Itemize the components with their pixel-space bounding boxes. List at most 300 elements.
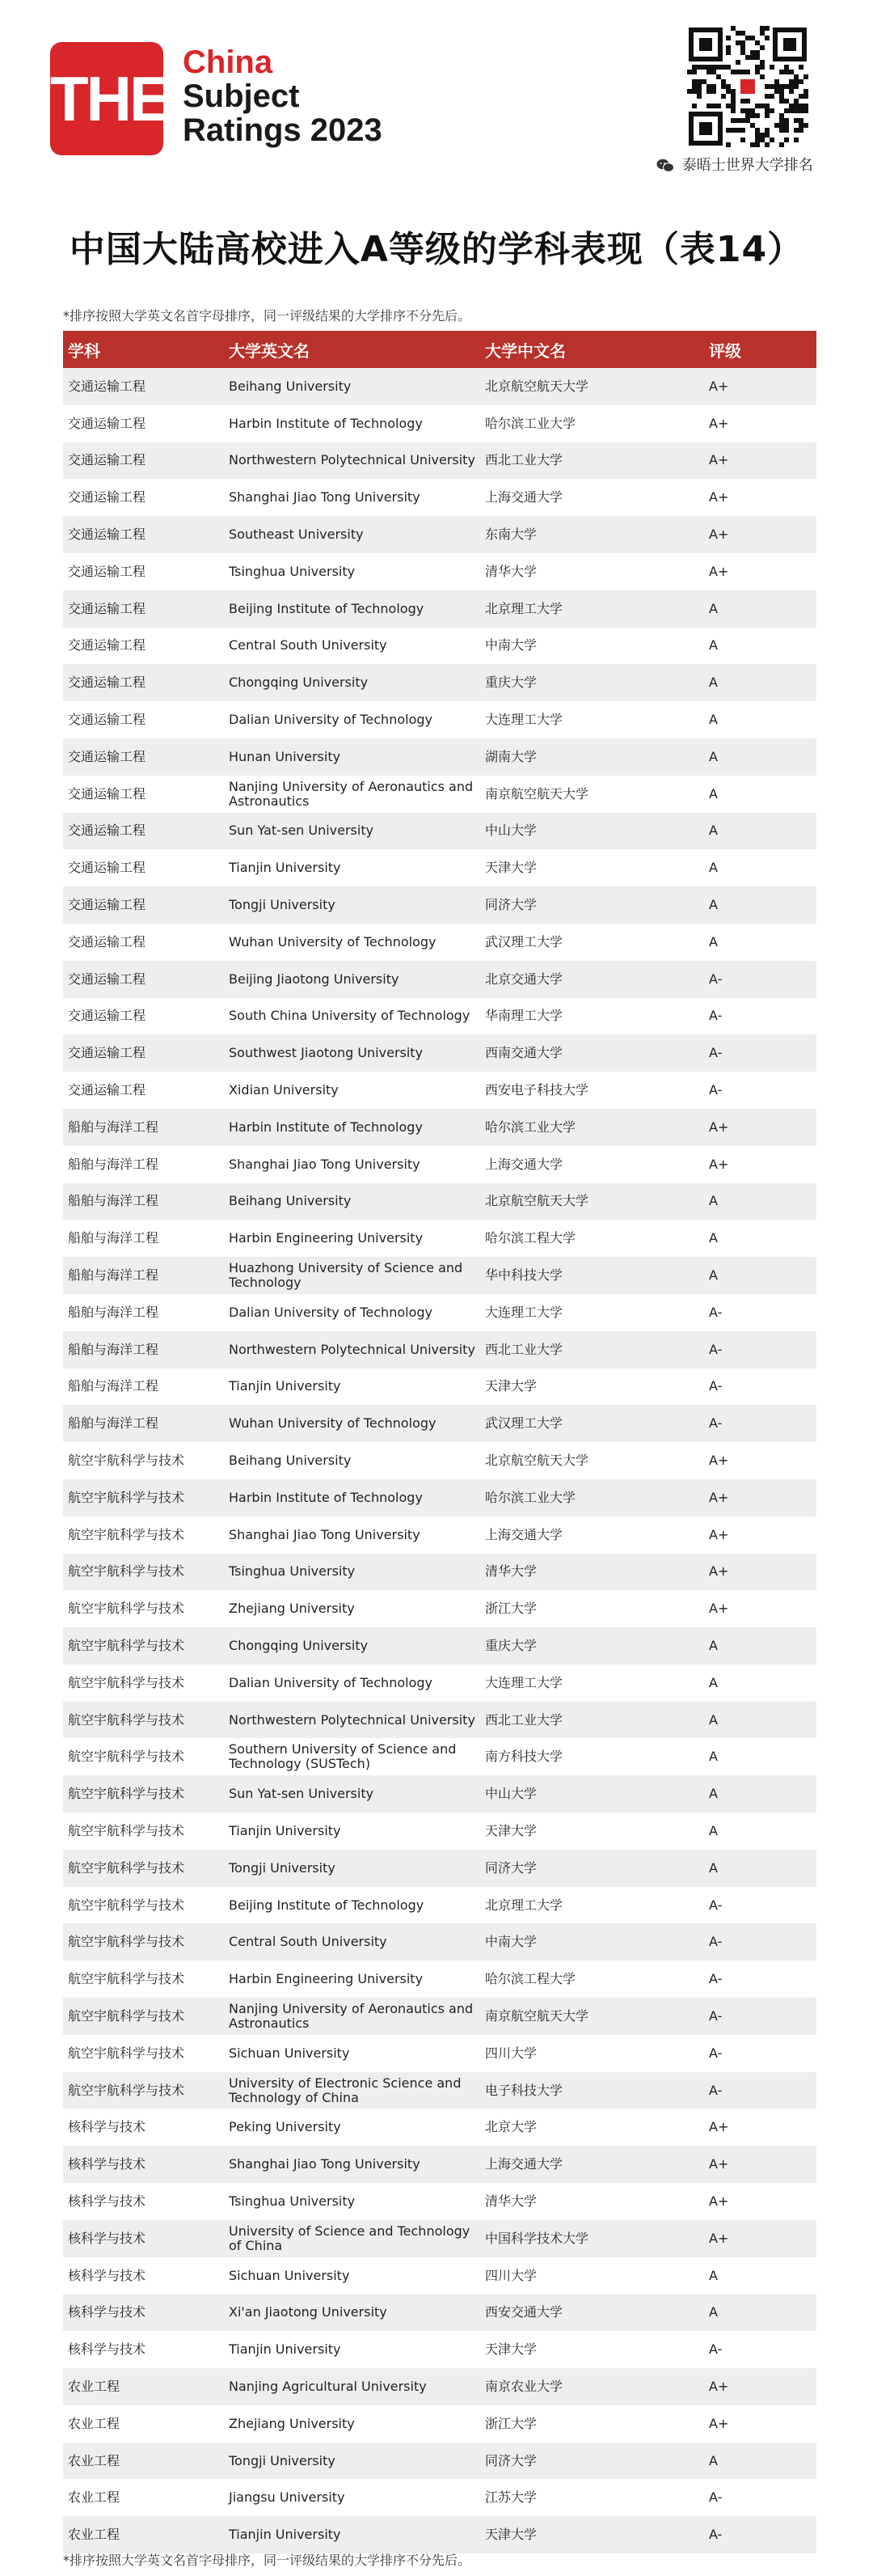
chinese-name-cell: 天津大学 [480, 2516, 704, 2553]
table-row [63, 2479, 816, 2516]
chinese-name-cell: 北京理工大学 [480, 1887, 704, 1924]
table-row [63, 924, 816, 961]
subject-cell: 船舶与海洋工程 [63, 1183, 224, 1220]
subject-cell: 核科学与技术 [63, 2183, 224, 2220]
english-name-cell: Dalian University of Technology [224, 1294, 480, 1331]
english-name-cell: Harbin Institute of Technology [224, 1479, 480, 1516]
ratings-table [63, 331, 816, 2553]
subject-cell: 交通运输工程 [63, 961, 224, 998]
english-name-cell: Harbin Engineering University [224, 1220, 480, 1257]
sort-note-top: *排序按照大学英文名首字母排序，同一评级结果的大学排序不分先后。 [63, 308, 471, 324]
table-row [63, 1850, 816, 1887]
chinese-name-cell: 上海交通大学 [480, 1146, 704, 1183]
table-row [63, 1702, 816, 1739]
rating-cell: A [704, 776, 816, 813]
english-name-cell: Wuhan University of Technology [224, 924, 480, 961]
rating-cell: A [704, 924, 816, 961]
subject-cell: 交通运输工程 [63, 738, 224, 776]
english-name-cell: Sichuan University [224, 2035, 480, 2072]
rating-cell: A [704, 1183, 816, 1220]
table-row [63, 2294, 816, 2331]
chinese-name-cell: 清华大学 [480, 553, 704, 590]
rating-cell: A+ [704, 1479, 816, 1516]
chinese-name-cell: 南京农业大学 [480, 2368, 704, 2405]
english-name-cell: Harbin Institute of Technology [224, 405, 480, 442]
english-name-cell: Southwest Jiaotong University [224, 1034, 480, 1072]
chinese-name-cell: 浙江大学 [480, 1590, 704, 1627]
rating-cell: A- [704, 2479, 816, 2516]
subject-cell: 航空宇航科学与技术 [63, 1850, 224, 1887]
rating-cell: A+ [704, 2368, 816, 2405]
chinese-name-cell: 华南理工大学 [480, 998, 704, 1035]
chinese-name-cell: 北京理工大学 [480, 590, 704, 628]
subject-cell: 农业工程 [63, 2479, 224, 2516]
rating-cell: A [704, 701, 816, 738]
table-row [63, 2035, 816, 2072]
table-row [63, 1516, 816, 1554]
subject-cell: 核科学与技术 [63, 2294, 224, 2331]
chinese-name-cell: 四川大学 [480, 2035, 704, 2072]
english-name-cell: Wuhan University of Technology [224, 1405, 480, 1442]
subject-cell: 交通运输工程 [63, 628, 224, 665]
table-row [63, 1146, 816, 1183]
table-row [63, 2405, 816, 2443]
subject-cell: 农业工程 [63, 2516, 224, 2553]
english-name-cell: Tongji University [224, 886, 480, 924]
chinese-name-cell: 大连理工大学 [480, 1294, 704, 1331]
table-row [63, 1961, 816, 1998]
chinese-name-cell: 西北工业大学 [480, 1331, 704, 1368]
chinese-name-cell: 武汉理工大学 [480, 1405, 704, 1442]
english-name-cell: Harbin Institute of Technology [224, 1109, 480, 1146]
rating-cell: A+ [704, 2405, 816, 2443]
subject-cell: 核科学与技术 [63, 2109, 224, 2146]
subject-cell: 交通运输工程 [63, 924, 224, 961]
subject-cell: 交通运输工程 [63, 701, 224, 738]
chinese-name-cell: 南京航空航天大学 [480, 776, 704, 813]
table-row [63, 590, 816, 628]
rating-cell: A+ [704, 368, 816, 405]
subject-cell: 交通运输工程 [63, 368, 224, 405]
table-row [63, 1257, 816, 1294]
table-row [63, 1887, 816, 1924]
english-name-cell: University of Electronic Science and Technology of China [224, 2072, 480, 2109]
subject-cell: 交通运输工程 [63, 590, 224, 628]
subject-cell: 交通运输工程 [63, 886, 224, 924]
table-row [63, 1775, 816, 1813]
subject-cell: 农业工程 [63, 2405, 224, 2443]
rating-cell: A- [704, 1331, 816, 1368]
rating-cell: A [704, 1813, 816, 1850]
english-name-cell: Central South University [224, 628, 480, 665]
rating-cell: A [704, 1220, 816, 1257]
subject-cell: 交通运输工程 [63, 664, 224, 701]
subject-cell: 航空宇航科学与技术 [63, 1516, 224, 1554]
rating-cell: A- [704, 1072, 816, 1109]
english-name-cell: Beijing Institute of Technology [224, 590, 480, 628]
subject-cell: 交通运输工程 [63, 516, 224, 553]
english-name-cell: Hunan University [224, 738, 480, 776]
english-name-cell: Tianjin University [224, 849, 480, 886]
rating-cell: A [704, 664, 816, 701]
subject-cell: 农业工程 [63, 2368, 224, 2405]
chinese-name-cell: 同济大学 [480, 2443, 704, 2480]
english-name-cell: Tianjin University [224, 1368, 480, 1406]
subject-cell: 交通运输工程 [63, 998, 224, 1035]
rating-cell: A [704, 1702, 816, 1739]
rating-cell: A- [704, 1368, 816, 1406]
chinese-name-cell: 哈尔滨工业大学 [480, 1479, 704, 1516]
english-name-cell: Xi'an Jiaotong University [224, 2294, 480, 2331]
rating-cell: A [704, 628, 816, 665]
english-name-cell: Nanjing University of Aeronautics and Astronautics [224, 1998, 480, 2035]
chinese-name-cell: 上海交通大学 [480, 1516, 704, 1554]
table-row [63, 886, 816, 924]
header-subject: 学科 [63, 331, 224, 368]
chinese-name-cell: 哈尔滨工业大学 [480, 405, 704, 442]
english-name-cell: Huazhong University of Science and Technology [224, 1257, 480, 1294]
chinese-name-cell: 中南大学 [480, 628, 704, 665]
chinese-name-cell: 北京大学 [480, 2109, 704, 2146]
table-row [63, 1442, 816, 1479]
chinese-name-cell: 中国科学技术大学 [480, 2220, 704, 2257]
subject-cell: 船舶与海洋工程 [63, 1146, 224, 1183]
brand-title [183, 45, 382, 147]
chinese-name-cell: 西安交通大学 [480, 2294, 704, 2331]
rating-cell: A [704, 1775, 816, 1813]
chinese-name-cell: 北京航空航天大学 [480, 1183, 704, 1220]
english-name-cell: Beihang University [224, 1183, 480, 1220]
rating-cell: A+ [704, 1516, 816, 1554]
english-name-cell: Sun Yat-sen University [224, 813, 480, 850]
table-row [63, 2443, 816, 2480]
chinese-name-cell: 天津大学 [480, 1368, 704, 1406]
chinese-name-cell: 上海交通大学 [480, 479, 704, 516]
chinese-name-cell: 哈尔滨工业大学 [480, 1109, 704, 1146]
english-name-cell: Zhejiang University [224, 1590, 480, 1627]
subject-cell: 航空宇航科学与技术 [63, 1554, 224, 1591]
rating-cell: A+ [704, 1554, 816, 1591]
chinese-name-cell: 浙江大学 [480, 2405, 704, 2443]
rating-cell: A+ [704, 2109, 816, 2146]
rating-cell: A- [704, 998, 816, 1035]
table-row [63, 776, 816, 813]
table-row [63, 2368, 816, 2405]
rating-cell: A [704, 2257, 816, 2295]
subject-cell: 交通运输工程 [63, 849, 224, 886]
english-name-cell: Beihang University [224, 1442, 480, 1479]
rating-cell: A [704, 1627, 816, 1664]
subject-cell: 核科学与技术 [63, 2257, 224, 2295]
rating-cell: A [704, 1850, 816, 1887]
rating-cell: A+ [704, 2183, 816, 2220]
english-name-cell: Sichuan University [224, 2257, 480, 2295]
rating-cell: A+ [704, 442, 816, 480]
chinese-name-cell: 北京交通大学 [480, 961, 704, 998]
english-name-cell: Jiangsu University [224, 2479, 480, 2516]
chinese-name-cell: 电子科技大学 [480, 2072, 704, 2109]
subject-cell: 交通运输工程 [63, 405, 224, 442]
table-row [63, 1479, 816, 1516]
subject-cell: 航空宇航科学与技术 [63, 1775, 224, 1813]
table-row [63, 701, 816, 738]
table-row [63, 1923, 816, 1961]
table-row [63, 738, 816, 776]
chinese-name-cell: 天津大学 [480, 1813, 704, 1850]
table-row [63, 1664, 816, 1702]
header-chinese-name: 大学中文名 [480, 331, 704, 368]
ratings-table-container [63, 331, 816, 2553]
subject-cell: 航空宇航科学与技术 [63, 1961, 224, 1998]
english-name-cell: Dalian University of Technology [224, 1664, 480, 1702]
table-row [63, 1109, 816, 1146]
english-name-cell: Southeast University [224, 516, 480, 553]
rating-cell: A- [704, 1887, 816, 1924]
rating-cell: A+ [704, 516, 816, 553]
rating-cell: A+ [704, 479, 816, 516]
english-name-cell: Harbin Engineering University [224, 1961, 480, 1998]
table-row [63, 1813, 816, 1850]
table-row [63, 664, 816, 701]
table-row [63, 1294, 816, 1331]
table-row [63, 553, 816, 590]
rating-cell: A+ [704, 1590, 816, 1627]
subject-cell: 船舶与海洋工程 [63, 1109, 224, 1146]
table-row [63, 1220, 816, 1257]
subject-cell: 航空宇航科学与技术 [63, 1590, 224, 1627]
english-name-cell: Chongqing University [224, 664, 480, 701]
english-name-cell: Tianjin University [224, 1813, 480, 1850]
rating-cell: A+ [704, 1109, 816, 1146]
brand-line-subject: Subject [183, 78, 300, 114]
subject-cell: 航空宇航科学与技术 [63, 1442, 224, 1479]
rating-cell: A+ [704, 553, 816, 590]
rating-cell: A- [704, 961, 816, 998]
rating-cell: A [704, 886, 816, 924]
chinese-name-cell: 大连理工大学 [480, 701, 704, 738]
english-name-cell: University of Science and Technology of China [224, 2220, 480, 2257]
subject-cell: 农业工程 [63, 2443, 224, 2480]
english-name-cell: Tsinghua University [224, 2183, 480, 2220]
english-name-cell: Northwestern Polytechnical University [224, 1702, 480, 1739]
subject-cell: 交通运输工程 [63, 1034, 224, 1072]
rating-cell: A [704, 1664, 816, 1702]
english-name-cell: Tongji University [224, 1850, 480, 1887]
chinese-name-cell: 清华大学 [480, 1554, 704, 1591]
rating-cell: A- [704, 1961, 816, 1998]
subject-cell: 交通运输工程 [63, 1072, 224, 1109]
sort-note-bottom: *排序按照大学英文名首字母排序，同一评级结果的大学排序不分先后。 [63, 2553, 471, 2568]
subject-cell: 核科学与技术 [63, 2331, 224, 2368]
header-english-name: 大学英文名 [224, 331, 480, 368]
wechat-icon [656, 159, 674, 173]
rating-cell: A+ [704, 1146, 816, 1183]
english-name-cell: Beijing Institute of Technology [224, 1887, 480, 1924]
english-name-cell: Tianjin University [224, 2516, 480, 2553]
rating-cell: A+ [704, 1442, 816, 1479]
subject-cell: 航空宇航科学与技术 [63, 1887, 224, 1924]
chinese-name-cell: 武汉理工大学 [480, 924, 704, 961]
chinese-name-cell: 江苏大学 [480, 2479, 704, 2516]
subject-cell: 交通运输工程 [63, 776, 224, 813]
chinese-name-cell: 上海交通大学 [480, 2146, 704, 2183]
rating-cell: A- [704, 2516, 816, 2553]
chinese-name-cell: 东南大学 [480, 516, 704, 553]
english-name-cell: Nanjing University of Aeronautics and Astronautics [224, 776, 480, 813]
table-row [63, 2257, 816, 2295]
subject-cell: 船舶与海洋工程 [63, 1257, 224, 1294]
chinese-name-cell: 西南交通大学 [480, 1034, 704, 1072]
english-name-cell: Chongqing University [224, 1627, 480, 1664]
rating-cell: A- [704, 2072, 816, 2109]
table-row [63, 1331, 816, 1368]
rating-cell: A [704, 2294, 816, 2331]
english-name-cell: Northwestern Polytechnical University [224, 1331, 480, 1368]
table-row [63, 849, 816, 886]
table-row [63, 2146, 816, 2183]
brand-line-china: China [183, 44, 273, 80]
english-name-cell: Shanghai Jiao Tong University [224, 2146, 480, 2183]
chinese-name-cell: 重庆大学 [480, 1627, 704, 1664]
table-header-row [63, 331, 816, 368]
table-row [63, 516, 816, 553]
wechat-label: 泰晤士世界大学排名 [681, 157, 813, 174]
subject-cell: 船舶与海洋工程 [63, 1294, 224, 1331]
table-row [63, 2109, 816, 2146]
english-name-cell: Dalian University of Technology [224, 701, 480, 738]
subject-cell: 核科学与技术 [63, 2146, 224, 2183]
subject-cell: 航空宇航科学与技术 [63, 2035, 224, 2072]
chinese-name-cell: 西北工业大学 [480, 1702, 704, 1739]
english-name-cell: Northwestern Polytechnical University [224, 442, 480, 480]
chinese-name-cell: 中南大学 [480, 1923, 704, 1961]
subject-cell: 交通运输工程 [63, 553, 224, 590]
header [0, 0, 873, 186]
rating-cell: A- [704, 1034, 816, 1072]
rating-cell: A [704, 849, 816, 886]
table-row [63, 2516, 816, 2553]
subject-cell: 航空宇航科学与技术 [63, 1664, 224, 1702]
chinese-name-cell: 华中科技大学 [480, 1257, 704, 1294]
chinese-name-cell: 北京航空航天大学 [480, 1442, 704, 1479]
chinese-name-cell: 北京航空航天大学 [480, 368, 704, 405]
table-row [63, 961, 816, 998]
subject-cell: 核科学与技术 [63, 2220, 224, 2257]
table-row [63, 2072, 816, 2109]
chinese-name-cell: 同济大学 [480, 886, 704, 924]
english-name-cell: Shanghai Jiao Tong University [224, 479, 480, 516]
subject-cell: 船舶与海洋工程 [63, 1331, 224, 1368]
table-row [63, 1368, 816, 1406]
table-row [63, 1034, 816, 1072]
subject-cell: 交通运输工程 [63, 442, 224, 480]
chinese-name-cell: 西北工业大学 [480, 442, 704, 480]
rating-cell: A [704, 813, 816, 850]
rating-cell: A [704, 1257, 816, 1294]
rating-cell: A- [704, 1405, 816, 1442]
english-name-cell: Southern University of Science and Technology (SUSTech) [224, 1738, 480, 1775]
rating-cell: A [704, 738, 816, 776]
rating-cell: A+ [704, 2146, 816, 2183]
rating-cell: A- [704, 1294, 816, 1331]
english-name-cell: Tongji University [224, 2443, 480, 2480]
table-row [63, 442, 816, 480]
chinese-name-cell: 大连理工大学 [480, 1664, 704, 1702]
table-row [63, 628, 816, 665]
english-name-cell: Central South University [224, 1923, 480, 1961]
page-title: 中国大陆高校进入A等级的学科表现（表14） [69, 229, 804, 270]
chinese-name-cell: 天津大学 [480, 849, 704, 886]
table-row [63, 2331, 816, 2368]
table-row [63, 1998, 816, 2035]
chinese-name-cell: 同济大学 [480, 1850, 704, 1887]
chinese-name-cell: 重庆大学 [480, 664, 704, 701]
header-rating: 评级 [704, 331, 816, 368]
subject-cell: 航空宇航科学与技术 [63, 1813, 224, 1850]
english-name-cell: Xidian University [224, 1072, 480, 1109]
table-row [63, 1072, 816, 1109]
rating-cell: A- [704, 2035, 816, 2072]
chinese-name-cell: 湖南大学 [480, 738, 704, 776]
chinese-name-cell: 四川大学 [480, 2257, 704, 2295]
rating-cell: A [704, 2443, 816, 2480]
table-row [63, 1554, 816, 1591]
subject-cell: 交通运输工程 [63, 813, 224, 850]
table-row [63, 2183, 816, 2220]
rating-cell: A+ [704, 2220, 816, 2257]
chinese-name-cell: 哈尔滨工程大学 [480, 1220, 704, 1257]
chinese-name-cell: 中山大学 [480, 813, 704, 850]
table-row [63, 2220, 816, 2257]
table-row [63, 813, 816, 850]
subject-cell: 航空宇航科学与技术 [63, 1479, 224, 1516]
english-name-cell: Shanghai Jiao Tong University [224, 1516, 480, 1554]
table-row [63, 1405, 816, 1442]
subject-cell: 交通运输工程 [63, 479, 224, 516]
rating-cell: A [704, 1738, 816, 1775]
rating-cell: A+ [704, 405, 816, 442]
table-row [63, 1738, 816, 1775]
table-row [63, 368, 816, 405]
table-body [63, 368, 816, 2553]
rating-cell: A- [704, 2331, 816, 2368]
english-name-cell: Tsinghua University [224, 1554, 480, 1591]
subject-cell: 航空宇航科学与技术 [63, 1998, 224, 2035]
chinese-name-cell: 南京航空航天大学 [480, 1998, 704, 2035]
subject-cell: 航空宇航科学与技术 [63, 1738, 224, 1775]
chinese-name-cell: 西安电子科技大学 [480, 1072, 704, 1109]
chinese-name-cell: 中山大学 [480, 1775, 704, 1813]
english-name-cell: Sun Yat-sen University [224, 1775, 480, 1813]
english-name-cell: Nanjing Agricultural University [224, 2368, 480, 2405]
english-name-cell: Shanghai Jiao Tong University [224, 1146, 480, 1183]
subject-cell: 航空宇航科学与技术 [63, 1923, 224, 1961]
the-logo: THE [50, 42, 163, 155]
english-name-cell: Zhejiang University [224, 2405, 480, 2443]
english-name-cell: South China University of Technology [224, 998, 480, 1035]
rating-cell: A- [704, 1923, 816, 1961]
table-row [63, 405, 816, 442]
table-row [63, 998, 816, 1035]
table-row [63, 1627, 816, 1664]
subject-cell: 船舶与海洋工程 [63, 1368, 224, 1406]
subject-cell: 船舶与海洋工程 [63, 1220, 224, 1257]
english-name-cell: Tianjin University [224, 2331, 480, 2368]
subject-cell: 航空宇航科学与技术 [63, 1702, 224, 1739]
subject-cell: 航空宇航科学与技术 [63, 2072, 224, 2109]
chinese-name-cell: 哈尔滨工程大学 [480, 1961, 704, 1998]
chinese-name-cell: 清华大学 [480, 2183, 704, 2220]
